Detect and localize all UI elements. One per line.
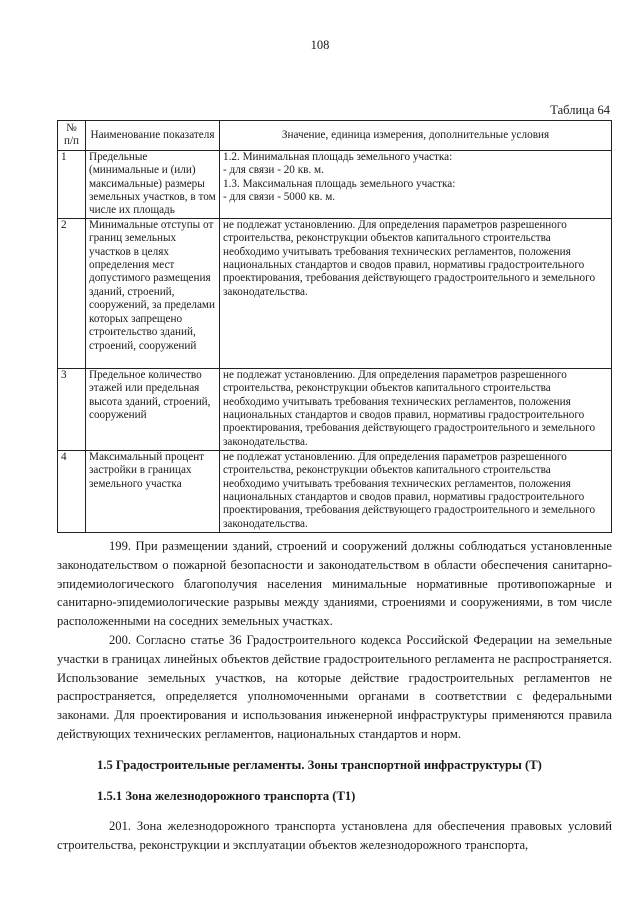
paragraph-201: 201. Зона железнодорожного транспорта установлена для обеспечения правовых условий строительства, реконструкции и эксплуатации объектов железнодорожного транспорта, — [57, 819, 612, 853]
row-value: не подлежат установлению. Для определения параметров разрешенного строительства, реконструкции объектов капитального строительства необходимо учитывать требования технических регламентов, положения национальных стандартов и сводов правил, нормативы градостроительного проектирования, требования действующего градостроительного и земельного законодательства. — [220, 450, 612, 532]
row-value: не подлежат установлению. Для определения параметров разрешенного строительства, реконструкции объектов капитального строительства необходимо учитывать требования технических регламентов, положения национальных стандартов и сводов правил, нормативы градостроительного проектирования, требования действующего градостроительного и земельного законодательства. — [220, 218, 612, 368]
header-value: Значение, единица измерения, дополнительные условия — [220, 121, 612, 151]
row-number: 1 — [58, 150, 86, 218]
paragraph-200: 200. Согласно статье 36 Градостроительного кодекса Российской Федерации на земельные участки в границах линейных объектов действие градостроительного регламента не распространяется. Использование земельных участков, на которые действие градостроительных регламентов не распространяется, определяется уполномоченными органами в соответствии с федеральными законами. Для проектирования и использования инженерной инфраструктуры применяются правила действующих технических регламентов, национальных стандартов и норм. — [57, 632, 612, 741]
row-indicator: Предельные (минимальные и (или) максимальные) размеры земельных участков, в том числе их площадь — [86, 150, 220, 218]
parameters-table — [57, 120, 612, 533]
row-value: не подлежат установлению. Для определения параметров разрешенного строительства, реконструкции объектов капитального строительства необходимо учитывать требования технических регламентов, положения национальных стандартов и сводов правил, нормативы градостроительного проектирования, требования действующего градостроительного и земельного законодательства. — [220, 368, 612, 450]
paragraph-199: 199. При размещении зданий, строений и сооружений должны соблюдаться установленные законодательством о пожарной безопасности и законодательством в области обеспечения санитарно-эпидемиологического благополучия населения минимальные нормативные противопожарные и санитарно-эпидемиологические разрывы между зданиями, строениями и сооружениями, в том числе расположенными на соседних земельных участках. — [57, 539, 612, 629]
row-number: 4 — [58, 450, 86, 532]
row-value: 1.2. Минимальная площадь земельного участка: - для связи - 20 кв. м. 1.3. Максимальная площадь земельного участка: - для связи - 5000 кв. м. — [220, 150, 612, 218]
table-row — [58, 218, 612, 368]
table-caption: Таблица 64 — [550, 103, 610, 117]
row-indicator: Максимальный процент застройки в границах земельного участка — [86, 450, 220, 532]
row-number: 2 — [58, 218, 86, 368]
subsection-heading: 1.5.1 Зона железнодорожного транспорта (Т1) — [97, 788, 356, 803]
header-indicator: Наименование показателя — [86, 121, 220, 151]
row-number: 3 — [58, 368, 86, 450]
row-indicator: Минимальные отступы от границ земельных участков в целях определения мест допустимого размещения зданий, строений, сооружений, за пределами которых запрещено строительство зданий, строений, сооружений — [86, 218, 220, 368]
header-number: № п/п — [58, 121, 86, 151]
page-number: 108 — [310, 38, 330, 52]
table-header-row — [58, 121, 612, 151]
table-row — [58, 450, 612, 532]
section-heading: 1.5 Градостроительные регламенты. Зоны транспортной инфраструктуры (Т) — [97, 757, 542, 772]
body-text — [57, 537, 612, 855]
table-row — [58, 368, 612, 450]
table-row — [58, 150, 612, 218]
row-indicator: Предельное количество этажей или предельная высота зданий, строений, сооружений — [86, 368, 220, 450]
